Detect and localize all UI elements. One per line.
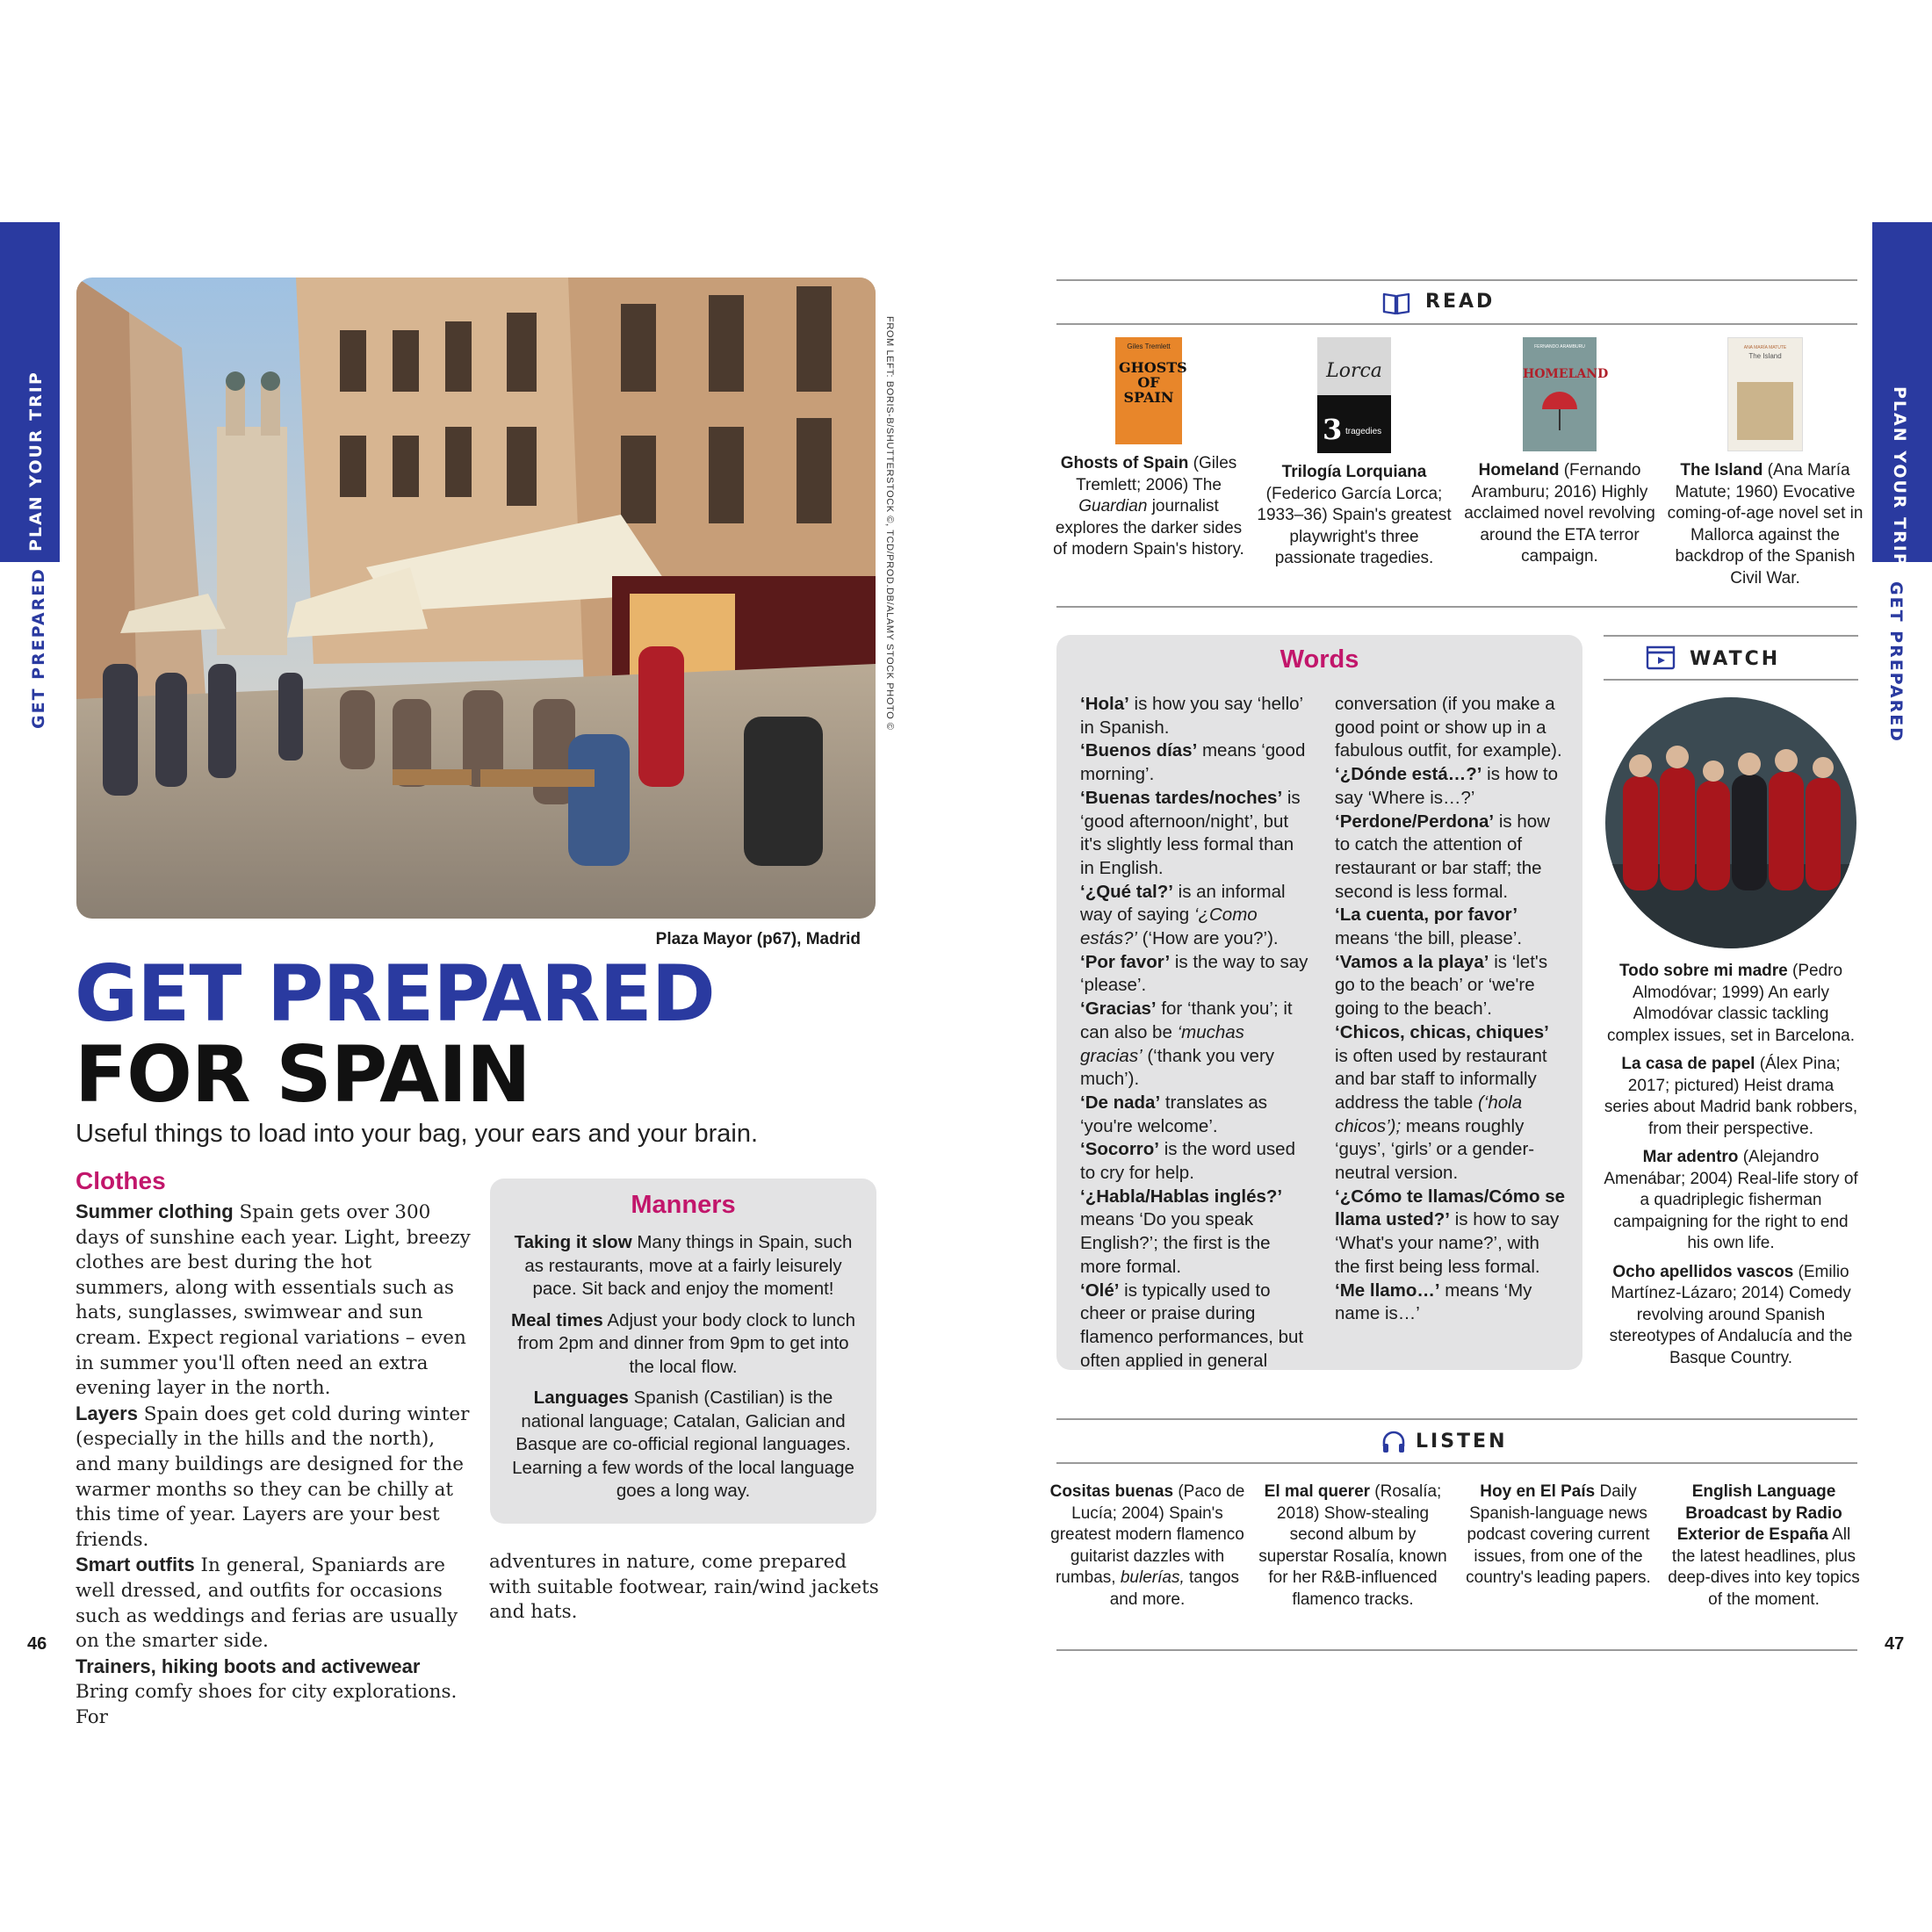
la-casa-de-papel-image: [1605, 697, 1856, 948]
cover-author: ANA MARÍA MATUTE: [1743, 345, 1787, 350]
clothes-item: Trainers, hiking boots and activewear Bring comfy shoes for city explorations. For: [76, 1654, 458, 1728]
word-entry: ‘De nada’ translates as ‘you're welcome’.: [1080, 1092, 1268, 1136]
cover-author: FERNANDO ARAMBURU: [1534, 344, 1585, 350]
watch-top-rule: [1604, 635, 1858, 637]
words-column-1: [1080, 693, 1308, 1373]
right-tab-prepared-label: GET PREPARED: [1886, 581, 1906, 743]
word-entry: ‘Socorro’ is the word used to cry for help.: [1080, 1139, 1295, 1184]
word-entry: ‘Vamos a la playa’ is ‘let's go to the beach’ or ‘we're going to the beach’.: [1335, 951, 1548, 1020]
watch-heading: WATCH: [1690, 648, 1781, 670]
book-cover-homeland: [1523, 337, 1609, 451]
read-sub-rule: [1056, 323, 1857, 325]
listen-bottom-rule: [1056, 1649, 1857, 1651]
word-entry: ‘Buenos días’ means ‘good morning’.: [1080, 740, 1306, 785]
watch-sub-rule: [1604, 679, 1858, 681]
word-entry: ‘¿Habla/Hablas inglés?’ means ‘Do you speak English?’; the first is the more formal.: [1080, 1186, 1283, 1277]
page-number-right: 47: [1885, 1634, 1905, 1654]
word-entry: ‘Por favor’ is the way to say ‘please’.: [1080, 951, 1308, 996]
listen-heading: LISTEN: [1416, 1431, 1508, 1453]
clapperboard-icon: [1646, 644, 1676, 674]
watch-item: Mar adentro (Alejandro Amenábar; 2004) Real-life story of a quadriplegic fisherman campaigning for the right to end his own life.: [1604, 1148, 1858, 1252]
cover-title: Lorca: [1326, 360, 1382, 382]
word-entry: conversation (if you make a good point or show up in a fabulous outfit, for example).: [1335, 694, 1562, 761]
book-ghosts-of-spain: [1049, 337, 1249, 561]
plaza-mayor-photo: [76, 278, 876, 919]
listen-item: English Language Broadcast by Radio Exterior de España All the latest headlines, plus deep-dives into key topics of the moment.: [1668, 1482, 1860, 1609]
page-number-left: 46: [27, 1634, 47, 1654]
cover-title: The Island: [1748, 352, 1782, 360]
word-entry: ‘¿Cómo te llamas/Cómo se llama usted?’ is how to say ‘What's your name?’, with the first being less formal.: [1335, 1186, 1566, 1277]
cover-author: Giles Tremlett: [1127, 342, 1171, 350]
watch-list: [1604, 961, 1858, 1376]
book-description: Homeland (Fernando Aramburu; 2016) Highly acclaimed novel revolving around the ETA terror campaign.: [1464, 461, 1655, 566]
word-entry: ‘¿Qué tal?’ is an informal way of saying ‘¿Como estás?’ (‘How are you?’).: [1080, 881, 1286, 949]
page-subtitle: Useful things to load into your bag, your ears and your brain.: [76, 1120, 759, 1148]
clothes-heading: Clothes: [76, 1167, 166, 1194]
photo-credit: FROM LEFT: BORIS-B/SHUTTERSTOCK ©, TCD/PROD.DB/ALAMY STOCK PHOTO ©: [884, 316, 895, 731]
watch-item: La casa de papel (Álex Pina; 2017; pictured) Heist drama series about Madrid bank robbers, from their perspective.: [1604, 1055, 1858, 1138]
word-entry: ‘Chicos, chicas, chiques’ is often used by restaurant and bar staff to informally address the table (‘hola chicos’); means roughly ‘guys’, ‘girls’ or a gender-neutral version.: [1335, 1021, 1549, 1184]
clothes-continued: adventures in nature, come prepared with suitable footwear, rain/wind jackets and hats.: [489, 1551, 879, 1624]
book-cover-lorca: [1317, 337, 1391, 453]
cover-title: HOMELAND: [1523, 367, 1609, 381]
read-heading: READ: [1425, 291, 1496, 313]
clothes-column: [76, 1200, 471, 1730]
words-heading: Words: [1280, 645, 1359, 674]
watch-item: Todo sobre mi madre (Pedro Almodóvar; 1999) An early Almodóvar classic tackling complex issues, set in Barcelona.: [1607, 962, 1855, 1045]
clothes-item: Layers Spain does get cold during winter (especially in the hills and the north), and many buildings are designed for the warmer months so they can be chilly at this time of year. Layers are your best friends.: [76, 1402, 470, 1551]
left-tab-plan-label: PLAN YOUR TRIP: [26, 371, 46, 551]
word-entry: ‘Perdone/Perdona’ is how to catch the attention of restaurant or bar staff; the second is less formal.: [1335, 811, 1550, 902]
book-the-island: [1665, 337, 1865, 589]
word-entry: ‘Buenas tardes/noches’ is ‘good afternoon/night’, but it's slightly less formal than in English.: [1080, 787, 1301, 878]
word-entry: ‘¿Dónde está…?’ is how to say ‘Where is…?’: [1335, 764, 1559, 808]
page-title-line1: GET PREPARED: [75, 948, 715, 1039]
read-top-rule: [1056, 279, 1857, 281]
clothes-item: Summer clothing Spain gets over 300 days of sunshine each year. Light, breezy clothes are best during the hot summers, along with essentials such as hats, sunglasses, swimwear and sun cream. Expect regional variations – even in summer you'll often need an extra evening layer in the north.: [76, 1200, 471, 1400]
word-entry: ‘Me llamo…’ means ‘My name is…’: [1335, 1280, 1532, 1324]
manners-box: [490, 1179, 876, 1524]
word-entry: ‘Gracias’ for ‘thank you’; it can also be ‘muchas gracias’ (‘thank you very much’).: [1080, 998, 1293, 1090]
right-tab-plan-label: PLAN YOUR TRIP: [1890, 386, 1909, 567]
read-bottom-rule: [1056, 606, 1857, 608]
headphones-icon: [1381, 1429, 1407, 1460]
words-box: [1056, 635, 1582, 1370]
book-description: The Island (Ana María Matute; 1960) Evocative coming-of-age novel set in Mallorca against the backdrop of the Spanish Civil War.: [1667, 461, 1864, 588]
word-entry: ‘Olé’ is typically used to cheer or praise during flamenco performances, but often applied in general: [1080, 1280, 1304, 1371]
manners-item: Taking it slow Many things in Spain, such as restaurants, move at a fairly leisurely pace. Sit back and enjoy the moment!: [514, 1232, 853, 1299]
book-homeland: [1460, 337, 1660, 568]
manners-heading: Manners: [631, 1191, 736, 1219]
page-title-line2: FOR SPAIN: [75, 1029, 530, 1120]
book-trilogia-lorquiana: [1254, 337, 1454, 570]
cover-title: GHOSTS OF SPAIN: [1119, 359, 1187, 406]
words-column-2: [1335, 693, 1565, 1326]
book-description: Ghosts of Spain (Giles Tremlett; 2006) The Guardian journalist explores the darker sides of modern Spain's history.: [1053, 454, 1244, 559]
listen-sub-rule: [1056, 1462, 1857, 1464]
word-entry: ‘Hola’ is how you say ‘hello’ in Spanish.: [1080, 694, 1303, 738]
book-cover-ghosts: [1115, 337, 1187, 444]
listen-top-rule: [1056, 1418, 1857, 1420]
manners-item: Meal times Adjust your body clock to lunch from 2pm and dinner from 9pm to get into the local flow.: [511, 1309, 855, 1377]
word-entry: ‘La cuenta, por favor’ means ‘the bill, please’.: [1335, 905, 1523, 949]
listen-item: El mal querer (Rosalía; 2018) Show-stealing second album by superstar Rosalía, known for her R&B-influenced flamenco tracks.: [1258, 1482, 1447, 1609]
cover-subtitle: tragedies: [1345, 427, 1382, 436]
listen-item: Hoy en El País Daily Spanish-language news podcast covering current issues, from one of the country's leading papers.: [1466, 1482, 1651, 1587]
clothes-item: Smart outfits In general, Spaniards are well dressed, and outfits for occasions such as weddings and ferias are usually on the smarter side.: [76, 1554, 458, 1653]
watch-item: Ocho apellidos vascos (Emilio Martínez-Lázaro; 2014) Comedy revolving around Spanish stereotypes of Andalucía and the Basque Country.: [1609, 1262, 1853, 1367]
listen-item: Cositas buenas (Paco de Lucía; 2004) Spain's greatest modern flamenco guitarist dazzles with rumbas, bulerías, tangos and more.: [1049, 1482, 1245, 1609]
book-description: Trilogía Lorquiana (Federico García Lorca; 1933–36) Spain's greatest playwright's three passionate tragedies.: [1257, 463, 1452, 567]
cover-number: 3: [1323, 413, 1343, 446]
left-tab-prepared-label: GET PREPARED: [29, 567, 48, 729]
manners-item: Languages Spanish (Castilian) is the national language; Catalan, Galician and Basque are co-official regional languages. Learning a few words of the local language goes a long way.: [512, 1388, 854, 1501]
book-cover-island: [1727, 337, 1803, 451]
book-icon: [1382, 291, 1410, 320]
photo-caption: Plaza Mayor (p67), Madrid: [655, 930, 861, 948]
